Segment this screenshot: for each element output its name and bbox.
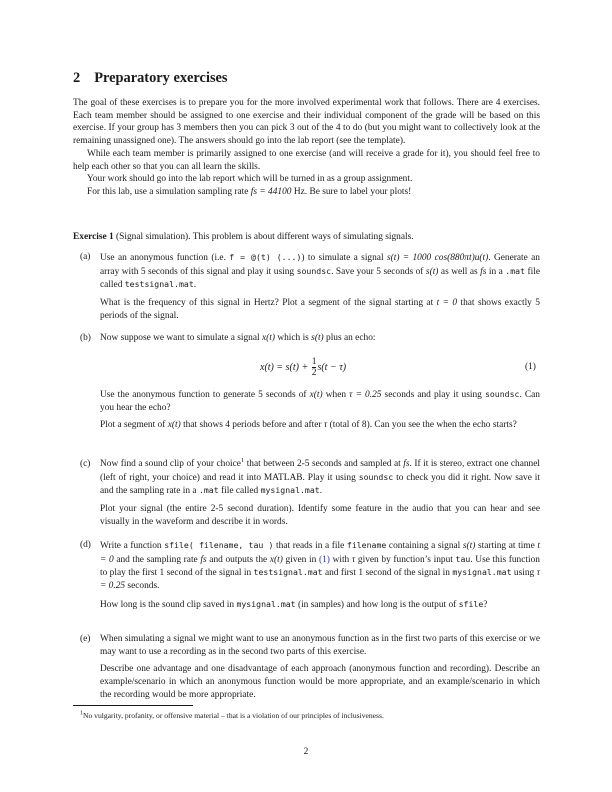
footnote-text: No vulgarity, profanity, or offensive material – that is a violation of our principles of inclusiveness. <box>83 711 384 720</box>
section-title: Preparatory exercises <box>94 70 228 86</box>
item-d-paragraph-1: Write a function sfile( filename, tau ) that reads in a file filename containing a signal s(t) starting at time t = 0 and the sampling rate fs and outputs the x(t) given in (1) with τ given by function’s input tau. Use this function to play the first 1 second of the signal in testsignal.mat and first 1 second of the signal in mysignal.mat using τ = 0.25 seconds. <box>100 540 540 592</box>
item-c-paragraph-2: Plot your signal (the entire 2-5 second duration). Identify some feature in the audio that you can hear and see visually in the waveform and describe it in words. <box>100 504 540 527</box>
item-d-label: (d) <box>80 540 91 550</box>
item-c-label: (c) <box>80 459 91 469</box>
footnote <box>80 711 540 721</box>
item-d-paragraph-2: How long is the sound clip saved in mysignal.mat (in samples) and how long is the output of sfile? <box>100 598 488 610</box>
exercise-heading <box>73 231 540 244</box>
sampling-rate-math: fs = 44100 <box>250 186 292 197</box>
section-number: 2 <box>73 70 81 86</box>
section-heading <box>73 70 228 87</box>
echo-equation: x(t) = s(t) + $\frac{1}{2}$ s(t − τ) <box>260 357 347 378</box>
exercise-description: This problem is about different ways of simulating signals. <box>192 232 414 242</box>
page-number: 2 <box>303 747 309 757</box>
exercise-title: Exercise 1 <box>73 232 114 242</box>
item-b-label: (b) <box>80 333 91 343</box>
item-a-paragraph-1: Use an anonymous function (i.e. f = @(t) (...)) to simulate a signal s(t) = 1000 cos(880πt)u(t). Generate an array with 5 seconds of this signal and play it using soundsc. Save your 5 seconds of s(t) as well as fs in a .mat file called testsignal.mat. <box>100 252 540 291</box>
item-b-paragraph-3: Plot a segment of x(t) that shows 4 periods before and after τ (total of 8). Can you see the when the echo starts? <box>100 420 517 431</box>
item-c-paragraph-1: Now find a sound clip of your choice$^1$ that between 2-5 seconds and sampled at fs. If it is stereo, extract one channel (left of right, your choice) and read it into MATLAB. Play it using soundsc to check you did it right. Now save it and the sampling rate in a .mat file called mysignal.mat. <box>100 456 541 497</box>
intro-paragraph-1: The goal of these exercises is to prepare you for the more involved experimental work that follows. There are 4 exercises. Each team member should be assigned to one exercise and their individual component of the grade will be based on this exercise. If your group has 3 members then you can pick 3 out of the 4 to do (but you might want to collectively look at the remaining unassigned one). The answers should go into the lab report (see the template). <box>73 98 540 147</box>
footnote-mark: 1 <box>80 710 83 717</box>
item-a-paragraph-2: What is the frequency of this signal in Hertz? Plot a segment of the signal starting at t = 0 that shows exactly 5 periods of the signal. <box>100 298 540 321</box>
equation-number: (1) <box>525 362 536 372</box>
intro-p4-text-end: Hz. Be sure to label your plots! <box>291 186 412 197</box>
intro-paragraph-2: While each team member is primarily assigned to one exercise (and will receive a grade for it), you should feel free to help each other so that you can all learn the skills. <box>73 148 540 172</box>
item-b-paragraph-2: Use the anonymous function to generate 5 seconds of x(t) when τ = 0.25 seconds and play it using soundsc. Can you hear the echo? <box>100 389 540 413</box>
item-a-label: (a) <box>80 252 91 262</box>
intro-paragraph-3: Your work should go into the lab report which will be turned in as a group assignment. <box>87 174 413 185</box>
intro-paragraph-4 <box>73 186 540 199</box>
item-e-label: (e) <box>80 634 91 644</box>
item-b-paragraph-1: Now suppose we want to simulate a signal x(t) which is s(t) plus an echo: <box>100 333 376 343</box>
item-e-paragraph-1: When simulating a signal we might want to use an anonymous function as in the first two parts of this exercise or we may want to use a recording as in the second two parts of this exercise. <box>100 634 540 657</box>
item-e-paragraph-2: Describe one advantage and one disadvantage of each approach (anonymous function and recording). Describe an example/scenario in which an anonymous function would be more appropriate, and an example/scenario in which the recording would be more appropriate. <box>100 664 540 700</box>
intro-paragraphs <box>73 97 540 199</box>
exercise-subtitle: (Signal simulation). <box>116 232 191 242</box>
footnote-rule <box>73 705 193 706</box>
intro-p4-text: For this lab, use a simulation sampling rate <box>87 186 251 197</box>
equation-reference-link[interactable]: (1) <box>318 554 330 565</box>
